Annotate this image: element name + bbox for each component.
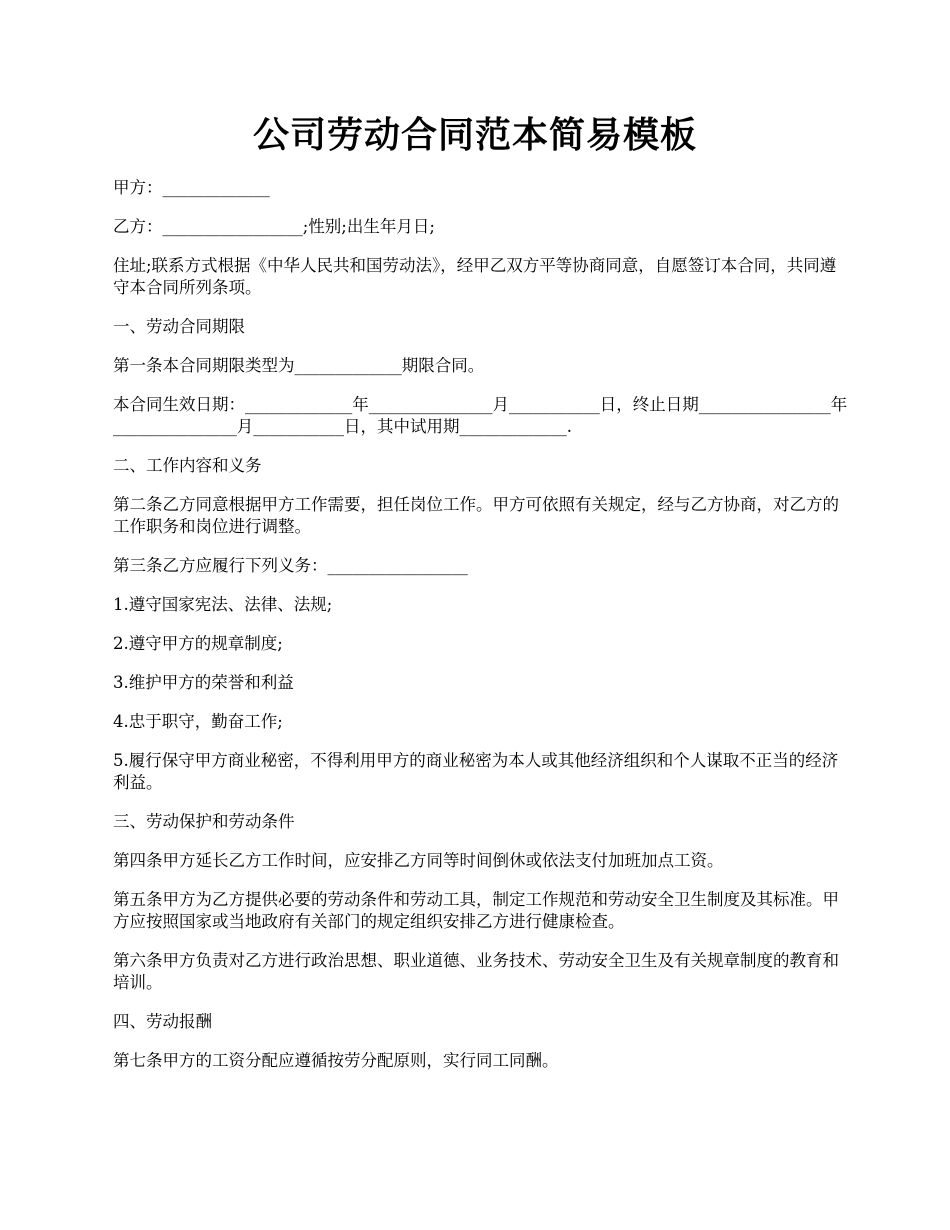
section-heading: 一、劳动合同期限: [113, 317, 245, 336]
intro-paragraph: 住址;联系方式根据《中华人民共和国劳动法》，经甲乙双方平等协商同意，自愿签订本合同，共同遵守本合同所列条项。: [113, 256, 837, 297]
document-body: [113, 177, 848, 1089]
clause-paragraph: 第七条甲方的工资分配应遵循按劳分配原则，实行同工同酬。: [113, 1051, 559, 1070]
party-b-line: 乙方：_________________;性别;出生年月日;: [113, 217, 435, 236]
list-item: 2.遵守甲方的规章制度;: [113, 634, 283, 653]
clause-paragraph: 第四条甲方延长乙方工作时间，应安排乙方同等时间倒休或依法支付加班加点工资。: [113, 851, 724, 870]
clause-paragraph: 第二条乙方同意根据甲方工作需要，担任岗位工作。甲方可依照有关规定，经与乙方协商，对乙方的工作职务和岗位进行调整。: [113, 495, 839, 536]
party-a-line: 甲方：_____________: [113, 178, 270, 197]
clause-paragraph: 本合同生效日期：_____________年_______________月___________日，终止日期________________年_______________月___________日，其中试用期_____________.: [113, 395, 848, 436]
clause-paragraph: 第一条本合同期限类型为_____________期限合同。: [113, 356, 485, 375]
section-heading: 四、劳动报酬: [113, 1012, 212, 1031]
list-item: 5.履行保守甲方商业秘密，不得利用甲方的商业秘密为本人或其他经济组织和个人谋取不正当的经济利益。: [113, 751, 839, 792]
clause-paragraph: 第六条甲方负责对乙方进行政治思想、职业道德、业务技术、劳动安全卫生及有关规章制度的教育和培训。: [113, 951, 839, 992]
list-item: 4.忠于职守，勤奋工作;: [113, 712, 283, 731]
clause-paragraph: 第三条乙方应履行下列义务：_________________: [113, 556, 468, 575]
list-item: 1.遵守国家宪法、法律、法规;: [113, 595, 333, 614]
section-heading: 二、工作内容和义务: [113, 456, 262, 475]
document-title: 公司劳动合同范本简易模板: [252, 115, 697, 156]
section-heading: 三、劳动保护和劳动条件: [113, 812, 295, 831]
list-item: 3.维护甲方的荣誉和利益: [113, 673, 294, 692]
clause-paragraph: 第五条甲方为乙方提供必要的劳动条件和劳动工具，制定工作规范和劳动安全卫生制度及其标准。甲方应按照国家或当地政府有关部门的规定组织安排乙方进行健康检查。: [113, 890, 839, 931]
